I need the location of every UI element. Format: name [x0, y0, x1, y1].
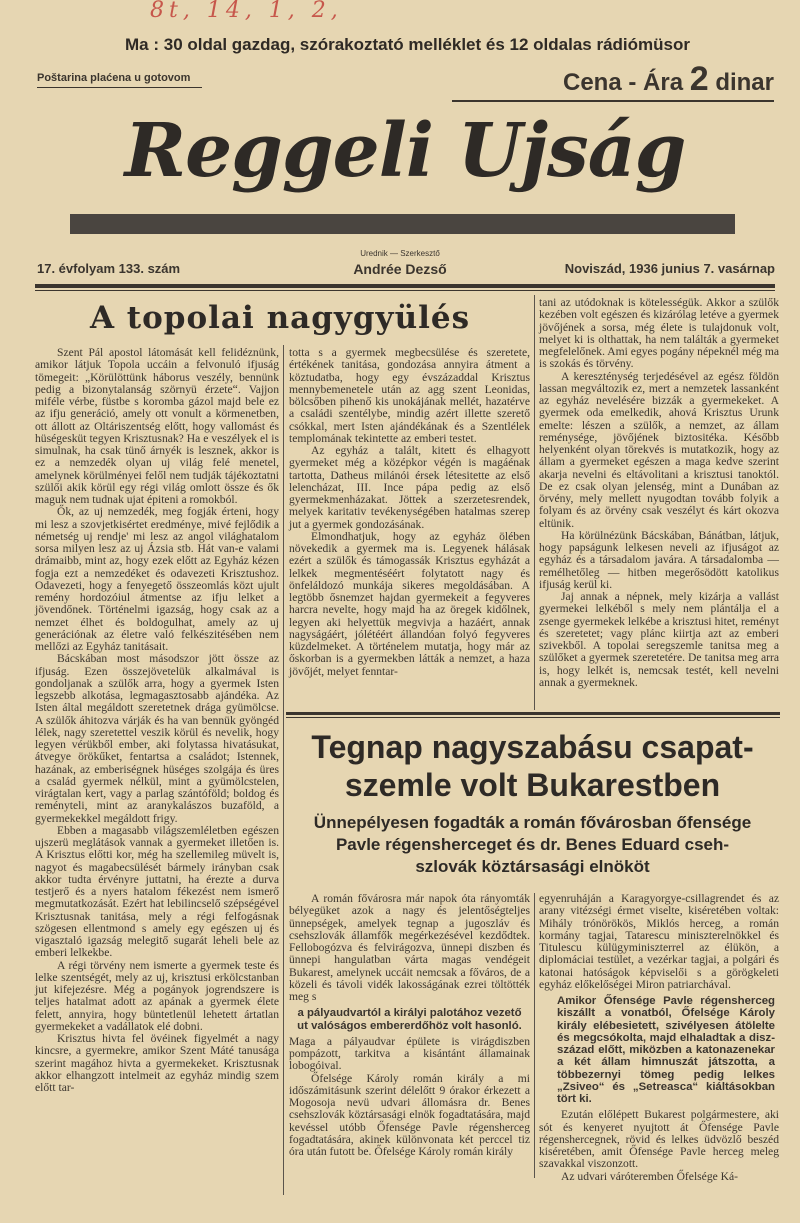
paragraph: Őfelsége Károly román király a mi időszámitásunk szerint délelőtt 9 órakor érkezett a Mogosoja nevü udvari állomásra dr. Benes csehszlovák köztársasági elnök fogadtatására, majd kevéssel utóbb Őfensége Pavle régensherceg fogadtatására, akinek különvonata két perccel tiz óra után futott be. Őfelsége Károly román király: [289, 1071, 530, 1158]
paragraph: Jaj annak a népnek, mely kizárja a vallást gyermekei lelkéből s mely nem plántálja el a zsenge gyermekek lelkébe a krisztusi hitet, reményt és szeretetet; vagy plánc kiirtja azt az emberi szivekből. A topolai seregszemle tanitsa meg a szülőket a gyermek szeretetére. De tanitsa meg arra is, hogy lelkét is, nemcsak testét, kell nevelni annak a gyermeknek.: [539, 590, 779, 689]
editor-label: Urednik — Szerkesztő: [360, 249, 440, 258]
price-number: 2: [689, 60, 709, 98]
paragraph: totta s a gyermek megbecsülése és szeretete, értékének tanitása, gondozása annyira átment a köztudatba, hogy egy évszázaddal Krisztus mennybemenetele után az agg szent Leonidas, bölcsőben pihenő kis unokájának mellét, hazatérve a családi szentélybe, mindig azért illette szerető csókkal, mert Isten ajándékának és a Szentlélek templomának tekintette az emberi testet.: [289, 346, 530, 445]
highlight-paragraph: a pályaudvartól a királyi palotához vezető ut valóságos embererdőhöz volt hasonló.: [297, 1007, 522, 1032]
article-headline: A topolai nagygyülés: [89, 300, 471, 336]
article-column-2: [289, 347, 530, 678]
paragraph: A régi törvény nem ismerte a gyermek teste és lelke szentségét, mely az uj, krisztusi erkölcstanban jut kifejezésre. Még a pogányok jogrendszere is teljes hatalmat adott az apának a gyermek élete felett, annyira, hogy büntetlenül lehetett ártatlan gyermekeket a vadállatok elé dobni.: [35, 958, 279, 1033]
paragraph: Szent Pál apostol látomását kell felidéznünk, amikor látjuk Topola uccáin a felvonuló ifjuság tömegeit: „Körülöttünk háborus veszély, bennünk pedig a bizonytalanság szörnyü érzete“. Vajjon miféle vérbe, füstbe s koromba gázol majd bele ez az ifju generáció, amely ott vonult a körmenetben, ott állott az Oltáriszentség előtt, hogy vallomást és hüségesküt tegyen Krisztusnak? Ha e veszélyek el is simulnak, ha csak tünő árnyék is lesznek, akkor is ez a nemzedék olyan uj világ felé menetel, amelynek körülményei felől nem tudják tájékoztatni szülői akik körül egy régi világ omlott össze és ők maguk nem tudnak ujat épiteni a romokból.: [35, 346, 279, 506]
paragraph: Krisztus hivta fel övéinek figyelmét a nagy kincsre, a gyermekre, amikor Szent Máté tanusága szerint magához hivta a gyermekeket. Krisztusnak akkor elhangzott intelmeit az egyház mindig szem előtt tar-: [35, 1032, 279, 1094]
postage-note: Poštarina plaćena u gotovom: [37, 72, 202, 88]
subheadline-line: Ünnepélyesen fogadták a román fővárosban őfensége: [313, 813, 752, 832]
article-2-column-1: [289, 893, 530, 1158]
paragraph: Bácskában most másodszor jött össze az ifjuság. Ezen összejövetelük alkalmával is gondoljanak a szülők arra, hogy a gyermek Isten legszebb alkotása, legmagasztosabb ajándéka. Az Isten által megáldott szeretetnek drága gyümölcse. A szülők áhitozva várják és ha van bennük gyöngéd lélek, nagy szeretettel veszik körül és nevelik, hogy legyen vérükből ember, aki folytassa hivatásukat, átvegye örökűket, fentartsa a családot; Istennek, hazának, az emberiségnek hüséges szolgája és üres a család gyermek nélkül, mint a gyümölcstelen, virágtalan kert, vagy a parlag szántóföld; boldog és reményteli, mint az aranykalászos buzaföld, a gyermekekkel megáldott frigy.: [35, 652, 279, 825]
header-rule: [35, 284, 775, 288]
price-suffix: dinar: [715, 69, 774, 96]
article-2-subheadline: [285, 812, 780, 878]
article-2-headline: [285, 728, 780, 804]
masthead-title: Reggeli Ujság: [124, 108, 686, 194]
paragraph: Maga a pályaudvar épülete is virágdiszben pompázott, tarkitva a kisántánt államainak lobogóival.: [289, 1034, 530, 1073]
article-column-3: [539, 297, 779, 689]
paragraph: A román fővárosra már napok óta rányomták bélyegüket azok a nagy és jelentőségteljes ünnepségek, amelyek tegnap a jugoszláv és csehszlovák államfők megérkezésével kezdődtek. Fellobogózva és felvirágozva, ünnepi diszben és ünnepi hangulatban várta magas vendégeit Bukarest, amelynek uccáit nemcsak a főváros, de a közeli és távoli vidék lakosságának ezrei töltötték meg s: [289, 892, 530, 1003]
column-divider: [534, 295, 535, 710]
subheadline-line: Pavle régensherceget és dr. Benes Eduard cseh-: [335, 835, 730, 854]
article-2-column-2: [539, 893, 779, 1183]
paragraph: Ezután előlépett Bukarest polgármestere, aki sót és kenyeret nyujtott át Őfensége Pavle régenshercegnek, rövid és lelkes üdvözlő beszéd kiséretében, amit Őfensége Pavle herceg meleg szavakkal viszonzott.: [539, 1108, 779, 1171]
paragraph: egyenruháján a Karagyorgye-csillagrendet és az arany vitézségi érmet viselte, kiséretében voltak: Mihály trónörökös, Miklós herceg, a román kormány tagjai, Tatarescu miniszterelnökkel és Titulescu külügyminiszterrel az élükön, a diplomáciai testület, a vezérkar tagjai, a polgári és katonai hatóságok képviselői s a görögkeleti egyház előkelőségei Miron patriarchával.: [539, 892, 779, 991]
column-divider: [283, 345, 284, 1195]
section-rule-thin: [286, 717, 780, 718]
issue-number: 17. évfolyam 133. szám: [37, 261, 181, 276]
paragraph: Az udvari váróteremben Őfelsége Ká-: [561, 1169, 739, 1183]
subheadline-line: szlovák köztársasági elnököt: [415, 857, 650, 876]
editor-name: Andrée Dezső: [353, 261, 447, 277]
paragraph: Elmondhatjuk, hogy az egyház ölében növekedik a gyermek ma is. Legyenek hálásak ezért a szülők és támogassák Krisztus egyházát a lelkek megmentéséért folytatott nagy és önfeláldozó munkája sikeres megoldásában. A legtöbb ősnemzet hajdan gyermekeit a fegyveres harcra nevelte, hogy majd ha az öregek kidőlnek, legyen aki helyettük megvivja a hazáért, annak nagyságáért, jólétéért állandóan folyó fegyveres küzdelmeket. A történelem mutatja, hogy már az őskorban is a gyermekben látták a nemzet, a haza jövőjét, melyet fenntar-: [289, 529, 530, 678]
supplement-banner: Ma : 30 oldal gazdag, szórakoztató melléklet és 12 oldalas rádiómüsor: [125, 35, 690, 54]
paragraph: Ebben a magasabb világszemléletben egészen ujszerü meglátások vannak a gyermeket illetően is. A Krisztus előtti kor, még ha szellemileg müvelt is, nagyot és magabecsülését bármely irányban csak akkor tudta érvényre juttatni, ha érezte a durva testjerő és a nyers hatalom fékezést nem ismerő megmutatkozását. Ezért hat lebilincselő szépségével Krisztusnak tanitása, mely a régi felfogásnak szögesen ellentmond s amely egy egészen uj és vigasztaló igazság melegitő sugarát leheli bele az emberi lelkekbe.: [35, 823, 279, 960]
paragraph: Ők, az uj nemzedék, meg fogják érteni, hogy mi lesz a szovjetkisértet eredménye, mivé fejlődik a németség uj rendje' mi lesz az angol világhatalom sorsa milyen lesz az uj Ázsia stb. Hát van-e valami drámaibb, mint az, hogy ezek előtt az Egyház kézen fogja ezt a nemzedéket és odavezeti Krisztushoz. Odavezeti, hogy a fenyegető összeomlás közt ujult remény hordozóiul átmentse az ifju lelket a jövendőnek. Történelmi igazság, hogy csak az a nemzet élhet és boldogulhat, amely az uj generációnak az életre való felkészitésében nem mellőzi az Egyház tanitásait.: [35, 505, 279, 653]
header-rule-thin: [35, 290, 775, 291]
section-rule: [286, 712, 780, 715]
highlight-paragraph: Amikor Őfensége Pavle régensherceg kiszállt a vonatból, Őfelsége Károly király elébesietett, szivélyesen átölelte és megcsókolta, majd elhaladtak a disz-század előtt, miközben a katonazenekar a két állam himnuszát játszotta, a többezernyi tömeg pedig lelkes „Zsiveo“ és „Setreasca“ kiáltásokban tört ki.: [557, 995, 775, 1105]
price-label: [452, 62, 774, 102]
column-divider: [534, 893, 535, 1178]
handwritten-archive-note: 8t, 14, 1, 2,: [150, 0, 343, 23]
paragraph: Az egyház a talált, kitett és elhagyott gyermeket még a középkor végén is magáénak tartotta, Datheus milánói érsek létesitette az első lelencházat, III. Ince pápa pedig az első gyermekmenházakat. Jöttek a szerzetesrendek, melyek karitativ tevékenységében hatalmas szerep jut a gyermek gondozásának.: [289, 444, 530, 531]
dateline: Noviszád, 1936 junius 7. vasárnap: [564, 261, 775, 276]
masthead-bar: [70, 214, 735, 234]
price-prefix: Cena - Ára: [563, 69, 684, 96]
paragraph: tani az utódoknak is kötelességük. Akkor a szülők kezében volt egészen és kizárólag letéve a gyermek jövőjének a sorsa, még élete is tulajdonuk volt, melyet ki is olthattak, ha nem találták a gyermeket megfelelőnek. Ami egyes pogány népeknél még ma is szokás és törvény.: [539, 296, 779, 371]
headline-line: Tegnap nagyszabásu csapat-: [311, 729, 754, 765]
article-column-1: [35, 347, 279, 1094]
paragraph: Ha körülnézünk Bácskában, Bánátban, látjuk, hogy papságunk lelkesen neveli az ifjuságot az egyház és a társadalom javára. A társadalomba — remélhetőleg — hitben megerősödött katolikus ifjuság kerül ki.: [539, 528, 779, 591]
paragraph: A kereszténység terjedésével az egész földön lassan megváltozik ez, mert a nemzetek lassanként az egyház nevelésére bizzák a gyermekeket. A gyermek oda emelkedik, ahová Krisztus Urunk emelte: lészen a szülők, a nemzet, az állam reménysége, jövőjének biztositéka. Később helyenként olyan törekvés is mutatkozik, hogy az állam a gyermeket egészen a maga kedve szerint akarja nevelni és eltávolitani a krisztusi tanoktól. De ez csak olyan jelenség, mint a Dunában az örvény, mely mellett nyugodtan tovább folyik a folyam és az örvény csak veszélyt és kárt okozva eltünik.: [539, 369, 779, 530]
headline-line: szemle volt Bukarestben: [344, 767, 721, 803]
